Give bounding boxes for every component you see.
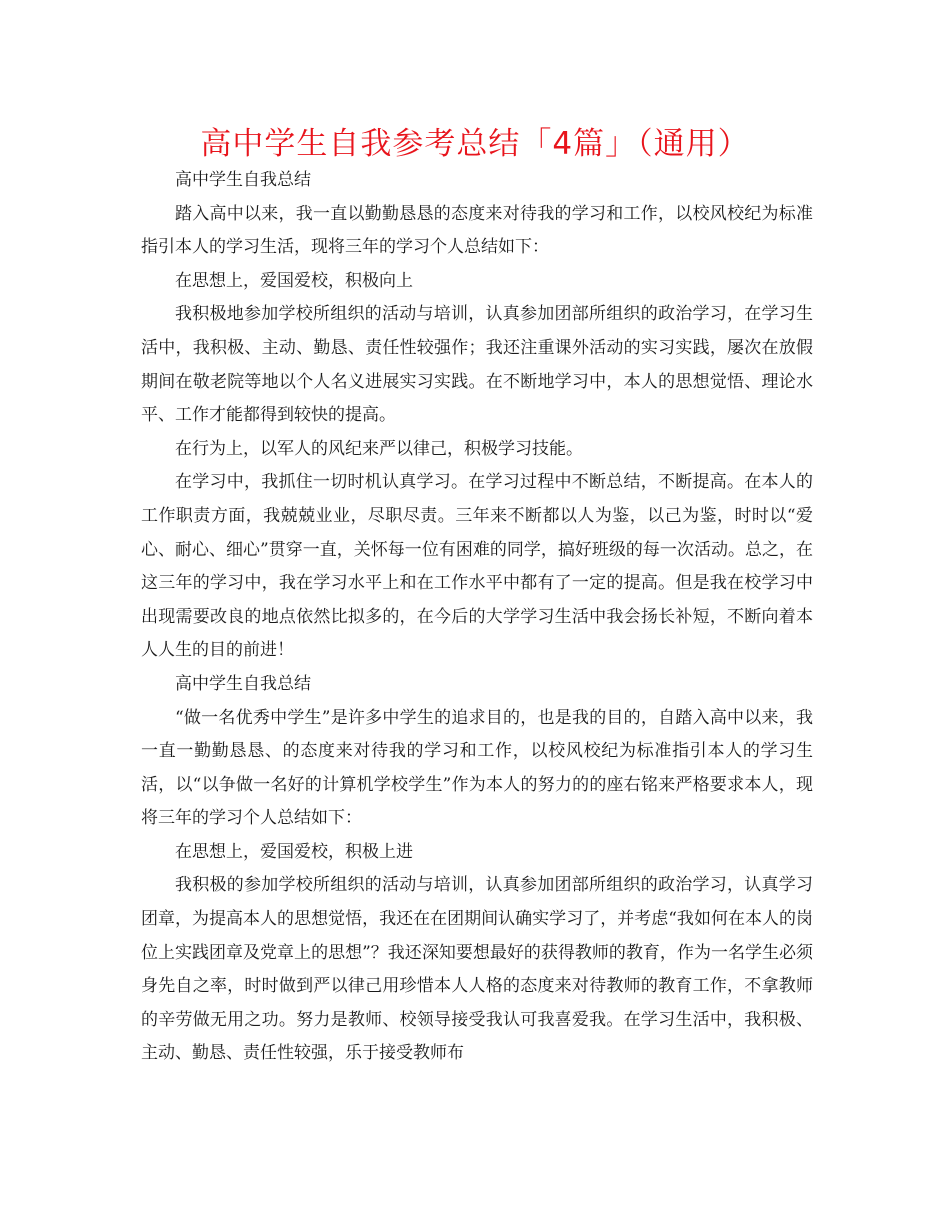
- paragraph: 在学习中，我抓住一切时机认真学习。在学习过程中不断总结，不断提高。在本人的工作职责方面，我兢兢业业，尽职尽责。三年来不断都以人为鉴，以己为鉴，时时以“爱心、耐心、细心”贯穿一直，关怀每一位有困难的同学，搞好班级的每一次活动。总之，在这三年的学习中，我在学习水平上和在工作水平中都有了一定的提高。但是我在校学习中出现需要改良的地点依然比拟多的，在今后的大学学习生活中我会扬长补短，不断向着本人人生的目的前进！: [141, 472, 813, 661]
- subheading: 在思想上，爱国爱校，积极上进: [175, 841, 413, 862]
- section-heading: 高中学生自我总结: [175, 170, 311, 190]
- page-title: 高中学生自我参考总结「4篇」（通用）: [200, 126, 750, 162]
- section-heading: 高中学生自我总结: [175, 673, 311, 694]
- document-body: [141, 164, 813, 1071]
- paragraph: 我积极地参加学校所组织的活动与培训，认真参加团部所组织的政治学习，在学习生活中，我积极、主动、勤恳、责任性较强作；我还注重课外活动的实习实践，屡次在放假期间在敬老院等地以个人名义进展实习实践。在不断地学习中，本人的思想觉悟、理论水平、工作才能都得到较快的提高。: [141, 304, 813, 426]
- subheading: 在思想上，爱国爱校，积极向上: [175, 270, 413, 291]
- paragraph: 踏入高中以来，我一直以勤勤恳恳的态度来对待我的学习和工作，以校风校纪为标准指引本人的学习生活，现将三年的学习个人总结如下：: [141, 203, 813, 258]
- paragraph: “做一名优秀中学生”是许多中学生的追求目的，也是我的目的，自踏入高中以来，我一直一勤勤恳恳、的态度来对待我的学习和工作，以校风校纪为标准指引本人的学习生活，以“以争做一名好的计算机学校学生”作为本人的努力的的座右铭来严格要求本人，现将三年的学习个人总结如下：: [141, 707, 813, 829]
- subheading: 在行为上，以军人的风纪来严以律己，积极学习技能。: [175, 438, 583, 459]
- paragraph: 我积极的参加学校所组织的活动与培训，认真参加团部所组织的政治学习，认真学习团章，为提高本人的思想觉悟，我还在在团期间认确实学习了，并考虑“我如何在本人的岗位上实践团章及党章上的思想”？我还深知要想最好的获得教师的教育，作为一名学生必须身先自之率，时时做到严以律己用珍惜本人人格的态度来对待教师的教育工作，不拿教师的辛劳做无用之功。努力是教师、校领导接受我认可我喜爱我。在学习生活中，我积极、主动、勤恳、责任性较强，乐于接受教师布: [141, 875, 813, 1064]
